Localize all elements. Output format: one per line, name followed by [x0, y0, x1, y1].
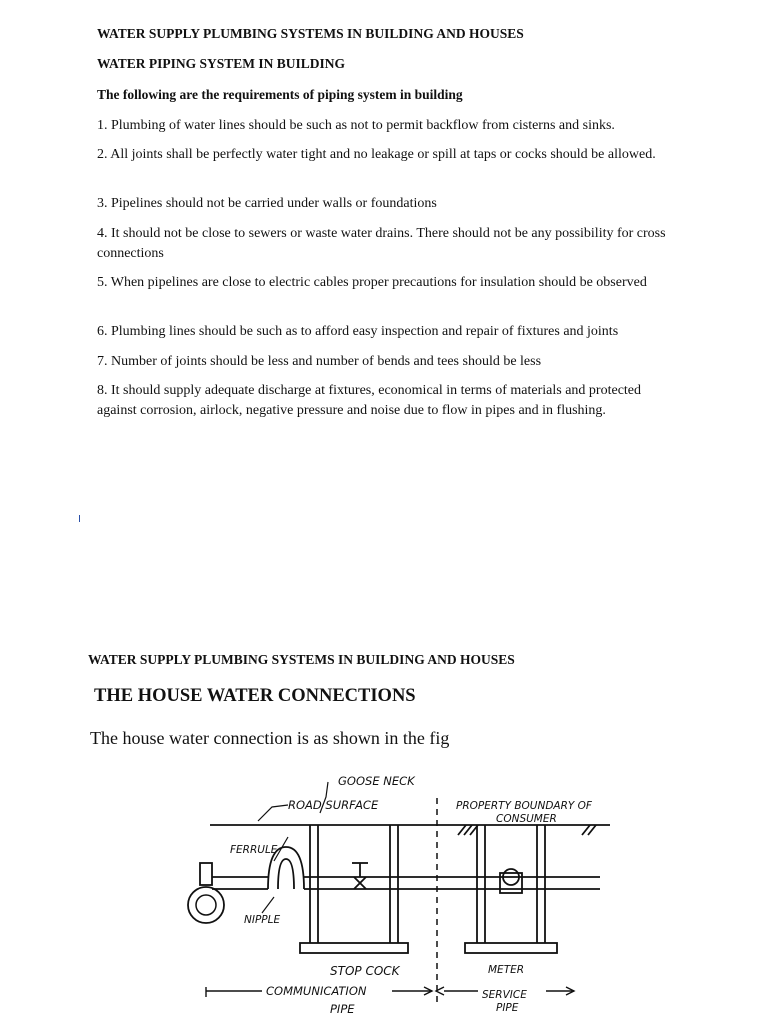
- list-item: 3. Pipelines should not be carried under walls or foundations: [97, 196, 437, 211]
- water-main-circle: [188, 887, 224, 923]
- ferrule-stub: [200, 863, 212, 885]
- label-service: SERVICE: [482, 989, 527, 1001]
- list-item: 6. Plumbing lines should be such as to afford easy inspection and repair of fixtures and joints: [97, 324, 619, 339]
- list-item: 4. It should not be close to sewers or waste water drains. There should not be any possibility for cross connections: [97, 226, 666, 261]
- list-item: 5. When pipelines are close to electric cables proper precautions for insulation should be observed: [97, 275, 647, 290]
- label-meter: METER: [488, 964, 525, 976]
- label-communication-pipe: PIPE: [330, 1002, 355, 1016]
- figure-intro-text: The house water connection is as shown in the fig: [90, 728, 450, 748]
- page-heading-1: WATER SUPPLY PLUMBING SYSTEMS IN BUILDING AND HOUSES: [97, 26, 524, 41]
- label-communication: COMMUNICATION: [266, 984, 367, 998]
- house-connection-figure: [170, 765, 610, 1017]
- requirements-heading: The following are the requirements of piping system in building: [97, 87, 463, 102]
- list-item: 2. All joints shall be perfectly water tight and no leakage or spill at taps or cocks should be allowed.: [97, 147, 656, 162]
- label-consumer: CONSUMER: [496, 813, 557, 825]
- section-heading: WATER PIPING SYSTEM IN BUILDING: [97, 56, 346, 71]
- page-heading-2: WATER SUPPLY PLUMBING SYSTEMS IN BUILDING AND HOUSES: [88, 652, 515, 667]
- list-item: 1. Plumbing of water lines should be such as not to permit backflow from cisterns and sinks.: [97, 118, 615, 133]
- label-nipple: NIPPLE: [244, 914, 281, 926]
- meter-base: [465, 943, 557, 953]
- text-cursor-mark: [79, 515, 80, 522]
- list-item: 7. Number of joints should be less and number of bends and tees should be less: [97, 354, 542, 369]
- label-service-pipe: PIPE: [496, 1002, 519, 1014]
- stop-cock-base: [300, 943, 408, 953]
- list-item: 8. It should supply adequate discharge at fixtures, economical in terms of materials and protected against corrosion, airlock, negative pressure and noise due to flow in pipes and in flushing.: [97, 383, 642, 418]
- label-stop-cock: STOP COCK: [330, 964, 400, 978]
- connections-heading: THE HOUSE WATER CONNECTIONS: [94, 686, 416, 706]
- label-road-surface: ROAD SURFACE: [288, 798, 379, 812]
- label-property-boundary: PROPERTY BOUNDARY OF: [456, 800, 592, 812]
- road-surface-leader: [258, 805, 288, 821]
- label-goose-neck: GOOSE NECK: [338, 774, 415, 788]
- label-ferrule: FERRULE: [230, 844, 278, 856]
- nipple-leader: [262, 897, 274, 913]
